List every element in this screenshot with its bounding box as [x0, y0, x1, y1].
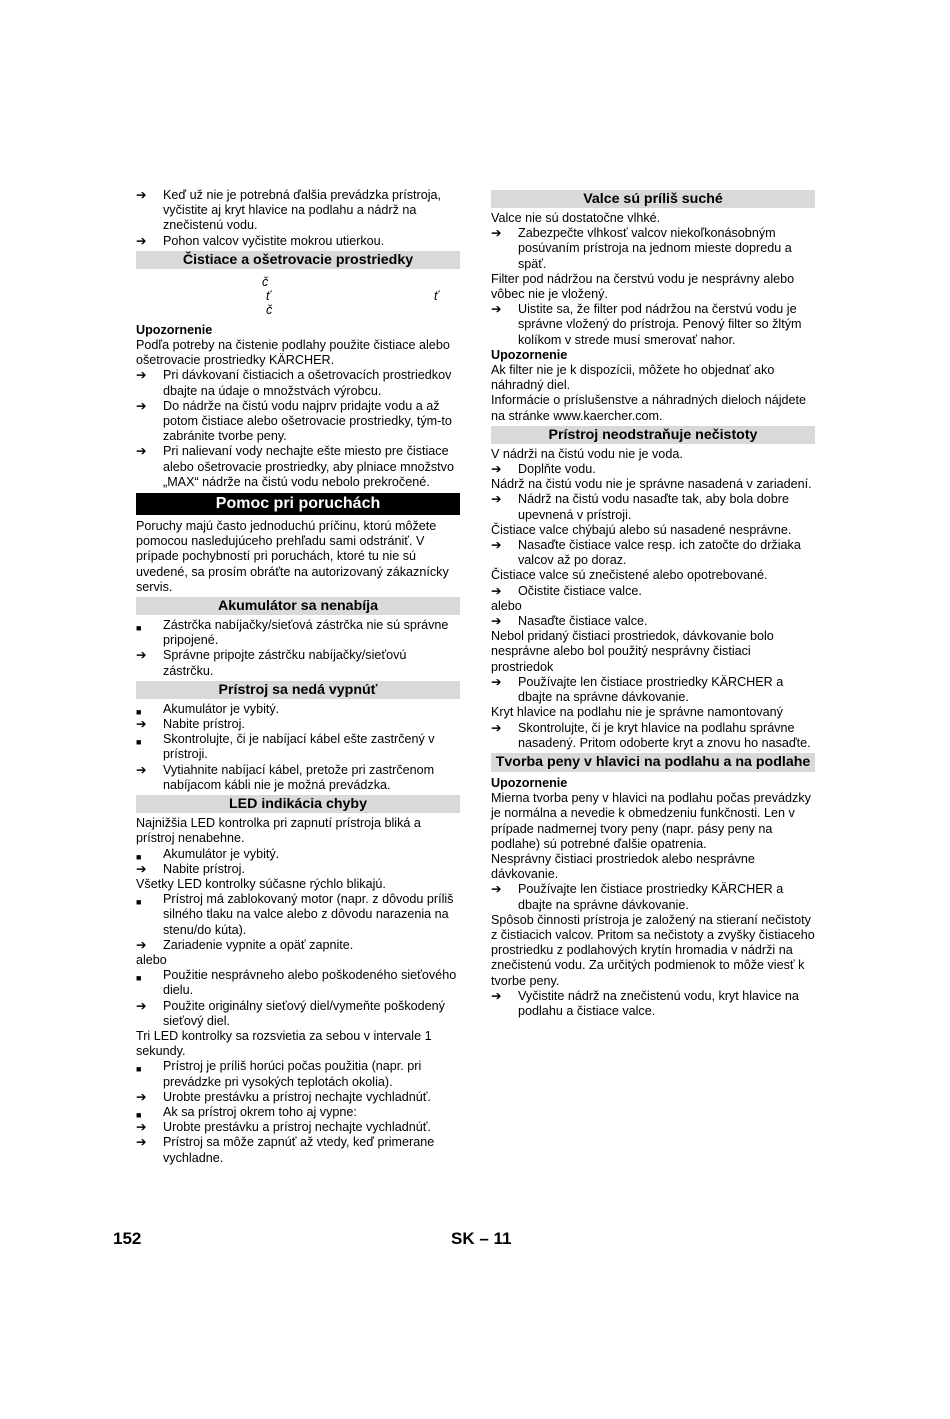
heading-not-removing-dirt: Prístroj neodstraňuje nečistoty: [491, 426, 815, 444]
note-label: Upozornenie: [491, 775, 568, 790]
item-text: Tri LED kontrolky sa rozsvietia za sebou v intervale 1 sekundy.: [136, 1028, 432, 1059]
item-text: Skontrolujte, či je nabíjací kábel ešte zastrčený v prístroji.: [163, 732, 435, 762]
item-text: Nabite prístroj.: [163, 861, 245, 876]
list-item: [136, 234, 460, 249]
heading-foam: Tvorba peny v hlavici na podlahu a na podlahe: [491, 753, 815, 772]
list-item: [491, 584, 815, 599]
glyph: č: [262, 274, 269, 289]
list-item: [136, 1135, 460, 1165]
arrow-bullet-icon: ➔: [136, 398, 147, 413]
paragraph: [491, 568, 815, 583]
square-bullet-icon: ■: [136, 706, 142, 717]
item-text: Nasaďte čistiace valce resp. ich zatočte do držiaka valcov až po doraz.: [518, 538, 801, 568]
paragraph: [136, 816, 460, 846]
list-item: [136, 1105, 460, 1120]
list-item: [491, 538, 815, 568]
item-text: Nebol pridaný čistiaci prostriedok, dávkovanie bolo nesprávne alebo bol použitý nesprávny čistiaci prostriedok: [491, 629, 774, 674]
heading-rollers-too-dry: Valce sú príliš suché: [491, 190, 815, 208]
square-bullet-icon: ■: [136, 897, 142, 908]
item-text: Nádrž na čistú vodu nie je správne nasadená v zariadení.: [491, 477, 812, 492]
glyph: ť: [266, 288, 271, 303]
item-text: Skontrolujte, či je kryt hlavice na podlahu správne nasadený. Pritom odoberte kryt a znovu ho nasaďte.: [518, 720, 811, 750]
paragraph: [491, 477, 815, 492]
list-item: [136, 648, 460, 678]
list-item: [136, 368, 460, 398]
list-item: [491, 614, 815, 629]
arrow-bullet-icon: ➔: [491, 302, 502, 317]
arrow-bullet-icon: ➔: [136, 444, 147, 459]
paragraph: [491, 629, 815, 675]
item-text: Spôsob činnosti prístroja je založený na stieraní nečistoty z čistiacich valcov. Pritom sa nečistoty a zvyšky čistiaceho prostriedku z podlahových krytín hromadia v nádrži na znečistenú vodu. Za určitých podmienok to môže viesť k tvorbe peny.: [491, 912, 815, 988]
item-text: Do nádrže na čistú vodu najprv pridajte vodu a až potom čistiace alebo ošetrovacie prostriedky, tým-to zabránite tvorbe peny.: [163, 398, 452, 444]
item-text: Keď už nie je potrebná ďalšia prevádzka prístroja, vyčistite aj kryt hlavice na podlahu a nádrž na znečistenú vodu.: [163, 188, 442, 233]
item-text: Vyčistite nádrž na znečistenú vodu, kryt hlavice na podlahu a čistiace valce.: [518, 988, 799, 1018]
list-item: [136, 717, 460, 732]
cleaning-list: [136, 368, 460, 490]
square-bullet-icon: ■: [136, 1109, 142, 1120]
list-item: [136, 732, 460, 762]
item-text: Používajte len čistiace prostriedky KÄRCHER a dbajte na správne dávkovanie.: [518, 882, 784, 912]
square-bullet-icon: ■: [136, 851, 142, 862]
list-item: [491, 226, 815, 272]
item-text: Mierna tvorba peny v hlavici na podlahu počas prevádzky je normálna a nevedie k obmedzeniu funkčnosti. Len v prípade nadmernej tvory peny (napr. pásy peny na podlahe) sú potrebné ďalšie opatrenia.: [491, 791, 811, 851]
list-item: [136, 618, 460, 648]
item-text: Urobte prestávku a prístroj nechajte vychladnúť.: [163, 1089, 431, 1104]
item-text: Valce nie sú dostatočne vlhké.: [491, 211, 661, 225]
arrow-bullet-icon: ➔: [136, 717, 147, 732]
note-label: Upozornenie: [491, 347, 568, 362]
heading-cannot-switch-off: Prístroj sa nedá vypnúť: [136, 681, 460, 699]
list-item: [136, 188, 460, 234]
item-text: Prístroj sa môže zapnúť až vtedy, keď primerane vychladne.: [163, 1135, 435, 1165]
item-text: Nabite prístroj.: [163, 717, 245, 732]
stray-glyphs: [136, 275, 460, 319]
intro-list: [136, 188, 460, 249]
arrow-bullet-icon: ➔: [491, 882, 502, 897]
glyph: č: [266, 302, 273, 317]
arrow-bullet-icon: ➔: [491, 492, 502, 507]
paragraph: [491, 705, 815, 720]
list-item: [136, 1059, 460, 1089]
arrow-bullet-icon: ➔: [136, 648, 147, 663]
paragraph: [491, 523, 815, 538]
item-text: Pri nalievaní vody nechajte ešte miesto pre čistiace alebo ošetrovacie prostriedky, aby plniace množstvo „MAX“ nádrže na čistú vodu nebolo prekročené.: [163, 444, 454, 489]
list-item: [136, 1120, 460, 1135]
item-text: Urobte prestávku a prístroj nechajte vychladnúť.: [163, 1120, 431, 1135]
page-number: 152: [113, 1229, 142, 1248]
list-item: [136, 862, 460, 877]
list-item: [491, 675, 815, 705]
arrow-bullet-icon: ➔: [136, 937, 147, 952]
item-text: Pri dávkovaní čistiacich a ošetrovacích prostriedkov dbajte na údaje o množstvách výrobcu.: [163, 368, 452, 398]
list-item: [136, 999, 460, 1029]
paragraph: [136, 877, 460, 892]
arrow-bullet-icon: ➔: [136, 762, 147, 777]
arrow-bullet-icon: ➔: [491, 462, 502, 477]
paragraph: [491, 791, 815, 852]
square-bullet-icon: ■: [136, 973, 142, 984]
list-item: [136, 763, 460, 793]
list-item: [136, 444, 460, 490]
arrow-bullet-icon: ➔: [491, 674, 502, 689]
arrow-bullet-icon: ➔: [491, 226, 502, 241]
item-text: Očistite čistiace valce.: [518, 583, 642, 598]
paragraph: [491, 599, 815, 614]
paragraph: [491, 447, 815, 462]
item-text: Najnižšia LED kontrolka pri zapnutí prístroja bliká a prístroj nenabehne.: [136, 816, 421, 846]
switch-off-list: [136, 702, 460, 793]
right-column: [491, 188, 815, 1019]
paragraph: [491, 272, 815, 302]
paragraph: [491, 211, 815, 226]
arrow-bullet-icon: ➔: [491, 583, 502, 598]
item-text: Správne pripojte zástrčku nabíjačky/sieťovú zástrčku.: [163, 648, 407, 678]
list-item: [136, 892, 460, 938]
arrow-bullet-icon: ➔: [136, 1120, 147, 1135]
led-list: [136, 816, 460, 1166]
item-text: alebo: [136, 952, 167, 967]
item-text: Pohon valcov vyčistite mokrou utierkou.: [163, 233, 385, 248]
list-item: [136, 702, 460, 717]
paragraph: [136, 1029, 460, 1059]
arrow-bullet-icon: ➔: [136, 1135, 147, 1150]
foam-list: [491, 791, 815, 1019]
item-text: Zariadenie vypnite a opäť zapnite.: [163, 937, 354, 952]
arrow-bullet-icon: ➔: [491, 988, 502, 1003]
list-item: [491, 989, 815, 1019]
square-bullet-icon: ■: [136, 1064, 142, 1075]
item-text: Kryt hlavice na podlahu nie je správne namontovaný: [491, 705, 783, 720]
left-column: [136, 188, 460, 1166]
note-text: Informácie o príslušenstve a náhradných dieloch nájdete na stránke www.kaercher.com.: [491, 393, 807, 423]
battery-list: [136, 618, 460, 679]
list-item: [491, 721, 815, 751]
note-text: Podľa potreby na čistenie podlahy použite čistiace alebo ošetrovacie prostriedky KÄRCHER.: [136, 338, 450, 368]
arrow-bullet-icon: ➔: [491, 614, 502, 629]
item-text: Čistiace valce chýbajú alebo sú nasadené nesprávne.: [491, 522, 792, 537]
dirt-list: [491, 447, 815, 751]
item-text: alebo: [491, 598, 522, 613]
item-text: Prístroj má zablokovaný motor (napr. z dôvodu príliš silného tlaku na valce alebo z dôvodu narazenia na stenu/do kúta).: [163, 892, 454, 937]
item-text: Použite originálny sieťový diel/vymeňte poškodený sieťový diel.: [163, 998, 445, 1028]
arrow-bullet-icon: ➔: [136, 1089, 147, 1104]
troubleshooting-intro: Poruchy majú často jednoduchú príčinu, ktorú môžete pomocou nasledujúceho prehľadu sami odstrániť. V prípade pochybností pri poruchách, ktoré tu nie sú uvedené, sa prosím obráťte na autorizovaný zákaznícky servis.: [136, 519, 449, 594]
item-text: Zabezpečte vlhkosť valcov niekoľkonásobným posúvaním prístroja na jednom mieste dopredu a späť.: [518, 226, 792, 271]
item-text: Akumulátor je vybitý.: [163, 846, 280, 861]
item-text: Nesprávny čistiaci prostriedok alebo nesprávne dávkovanie.: [491, 851, 755, 882]
list-item: [136, 938, 460, 953]
arrow-bullet-icon: ➔: [491, 538, 502, 553]
arrow-bullet-icon: ➔: [136, 233, 147, 248]
paragraph: [491, 852, 815, 882]
paragraph: [491, 913, 815, 989]
item-text: Ak sa prístroj okrem toho aj vypne:: [163, 1104, 357, 1119]
arrow-bullet-icon: ➔: [136, 188, 147, 202]
square-bullet-icon: ■: [136, 623, 142, 634]
list-item: [491, 462, 815, 477]
item-text: Nasaďte čistiace valce.: [518, 614, 648, 629]
note-text: Ak filter nie je k dispozícii, môžete ho objednať ako náhradný diel.: [491, 363, 775, 393]
item-text: Prístroj je príliš horúci počas použitia (napr. pri prevádzke pri vysokých teplotách okolia).: [163, 1059, 422, 1089]
glyph: ť: [434, 288, 439, 303]
item-text: V nádrži na čistú vodu nie je voda.: [491, 446, 683, 461]
item-text: Nádrž na čistú vodu nasaďte tak, aby bola dobre upevnená v prístroji.: [518, 492, 789, 522]
item-text: Doplňte vodu.: [518, 462, 596, 477]
arrow-bullet-icon: ➔: [136, 368, 147, 383]
list-item: [136, 847, 460, 862]
item-text: Používajte len čistiace prostriedky KÄRCHER a dbajte na správne dávkovanie.: [518, 674, 784, 705]
item-text: Uistite sa, že filter pod nádržou na čerstvú vodu je správne vložený do prístroja. Penový filter so žltým kolíkom v strede musí smerovať nahor.: [518, 302, 802, 347]
arrow-bullet-icon: ➔: [136, 998, 147, 1013]
heading-cleaning-agents: Čistiace a ošetrovacie prostriedky: [136, 251, 460, 269]
list-item: [491, 492, 815, 522]
item-text: Použitie nesprávneho alebo poškodeného sieťového dielu.: [163, 968, 457, 998]
item-text: Zástrčka nabíjačky/sieťová zástrčka nie sú správne pripojené.: [163, 618, 449, 648]
list-item: [491, 302, 815, 348]
dry-list: [491, 211, 815, 348]
heading-troubleshooting: Pomoc pri poruchách: [136, 493, 460, 515]
note-label: Upozornenie: [136, 322, 213, 337]
arrow-bullet-icon: ➔: [136, 861, 147, 876]
item-text: Všetky LED kontrolky súčasne rýchlo blikajú.: [136, 876, 386, 891]
list-item: [136, 968, 460, 998]
item-text: Filter pod nádržou na čerstvú vodu je nesprávny alebo vôbec nie je vložený.: [491, 271, 795, 302]
item-text: Akumulátor je vybitý.: [163, 701, 280, 716]
section-code: SK – 11: [451, 1229, 512, 1248]
arrow-bullet-icon: ➔: [491, 720, 502, 735]
paragraph: [136, 953, 460, 968]
square-bullet-icon: ■: [136, 737, 142, 748]
item-text: Čistiace valce sú znečistené alebo opotrebované.: [491, 568, 768, 583]
list-item: [491, 882, 815, 912]
item-text: Vytiahnite nabíjací kábel, pretože pri zastrčenom nabíjacom kábli nie je možná prevádzka.: [163, 762, 435, 792]
heading-led-errors: LED indikácia chyby: [136, 795, 460, 813]
list-item: [136, 1090, 460, 1105]
heading-battery-not-charging: Akumulátor sa nenabíja: [136, 597, 460, 615]
list-item: [136, 399, 460, 445]
